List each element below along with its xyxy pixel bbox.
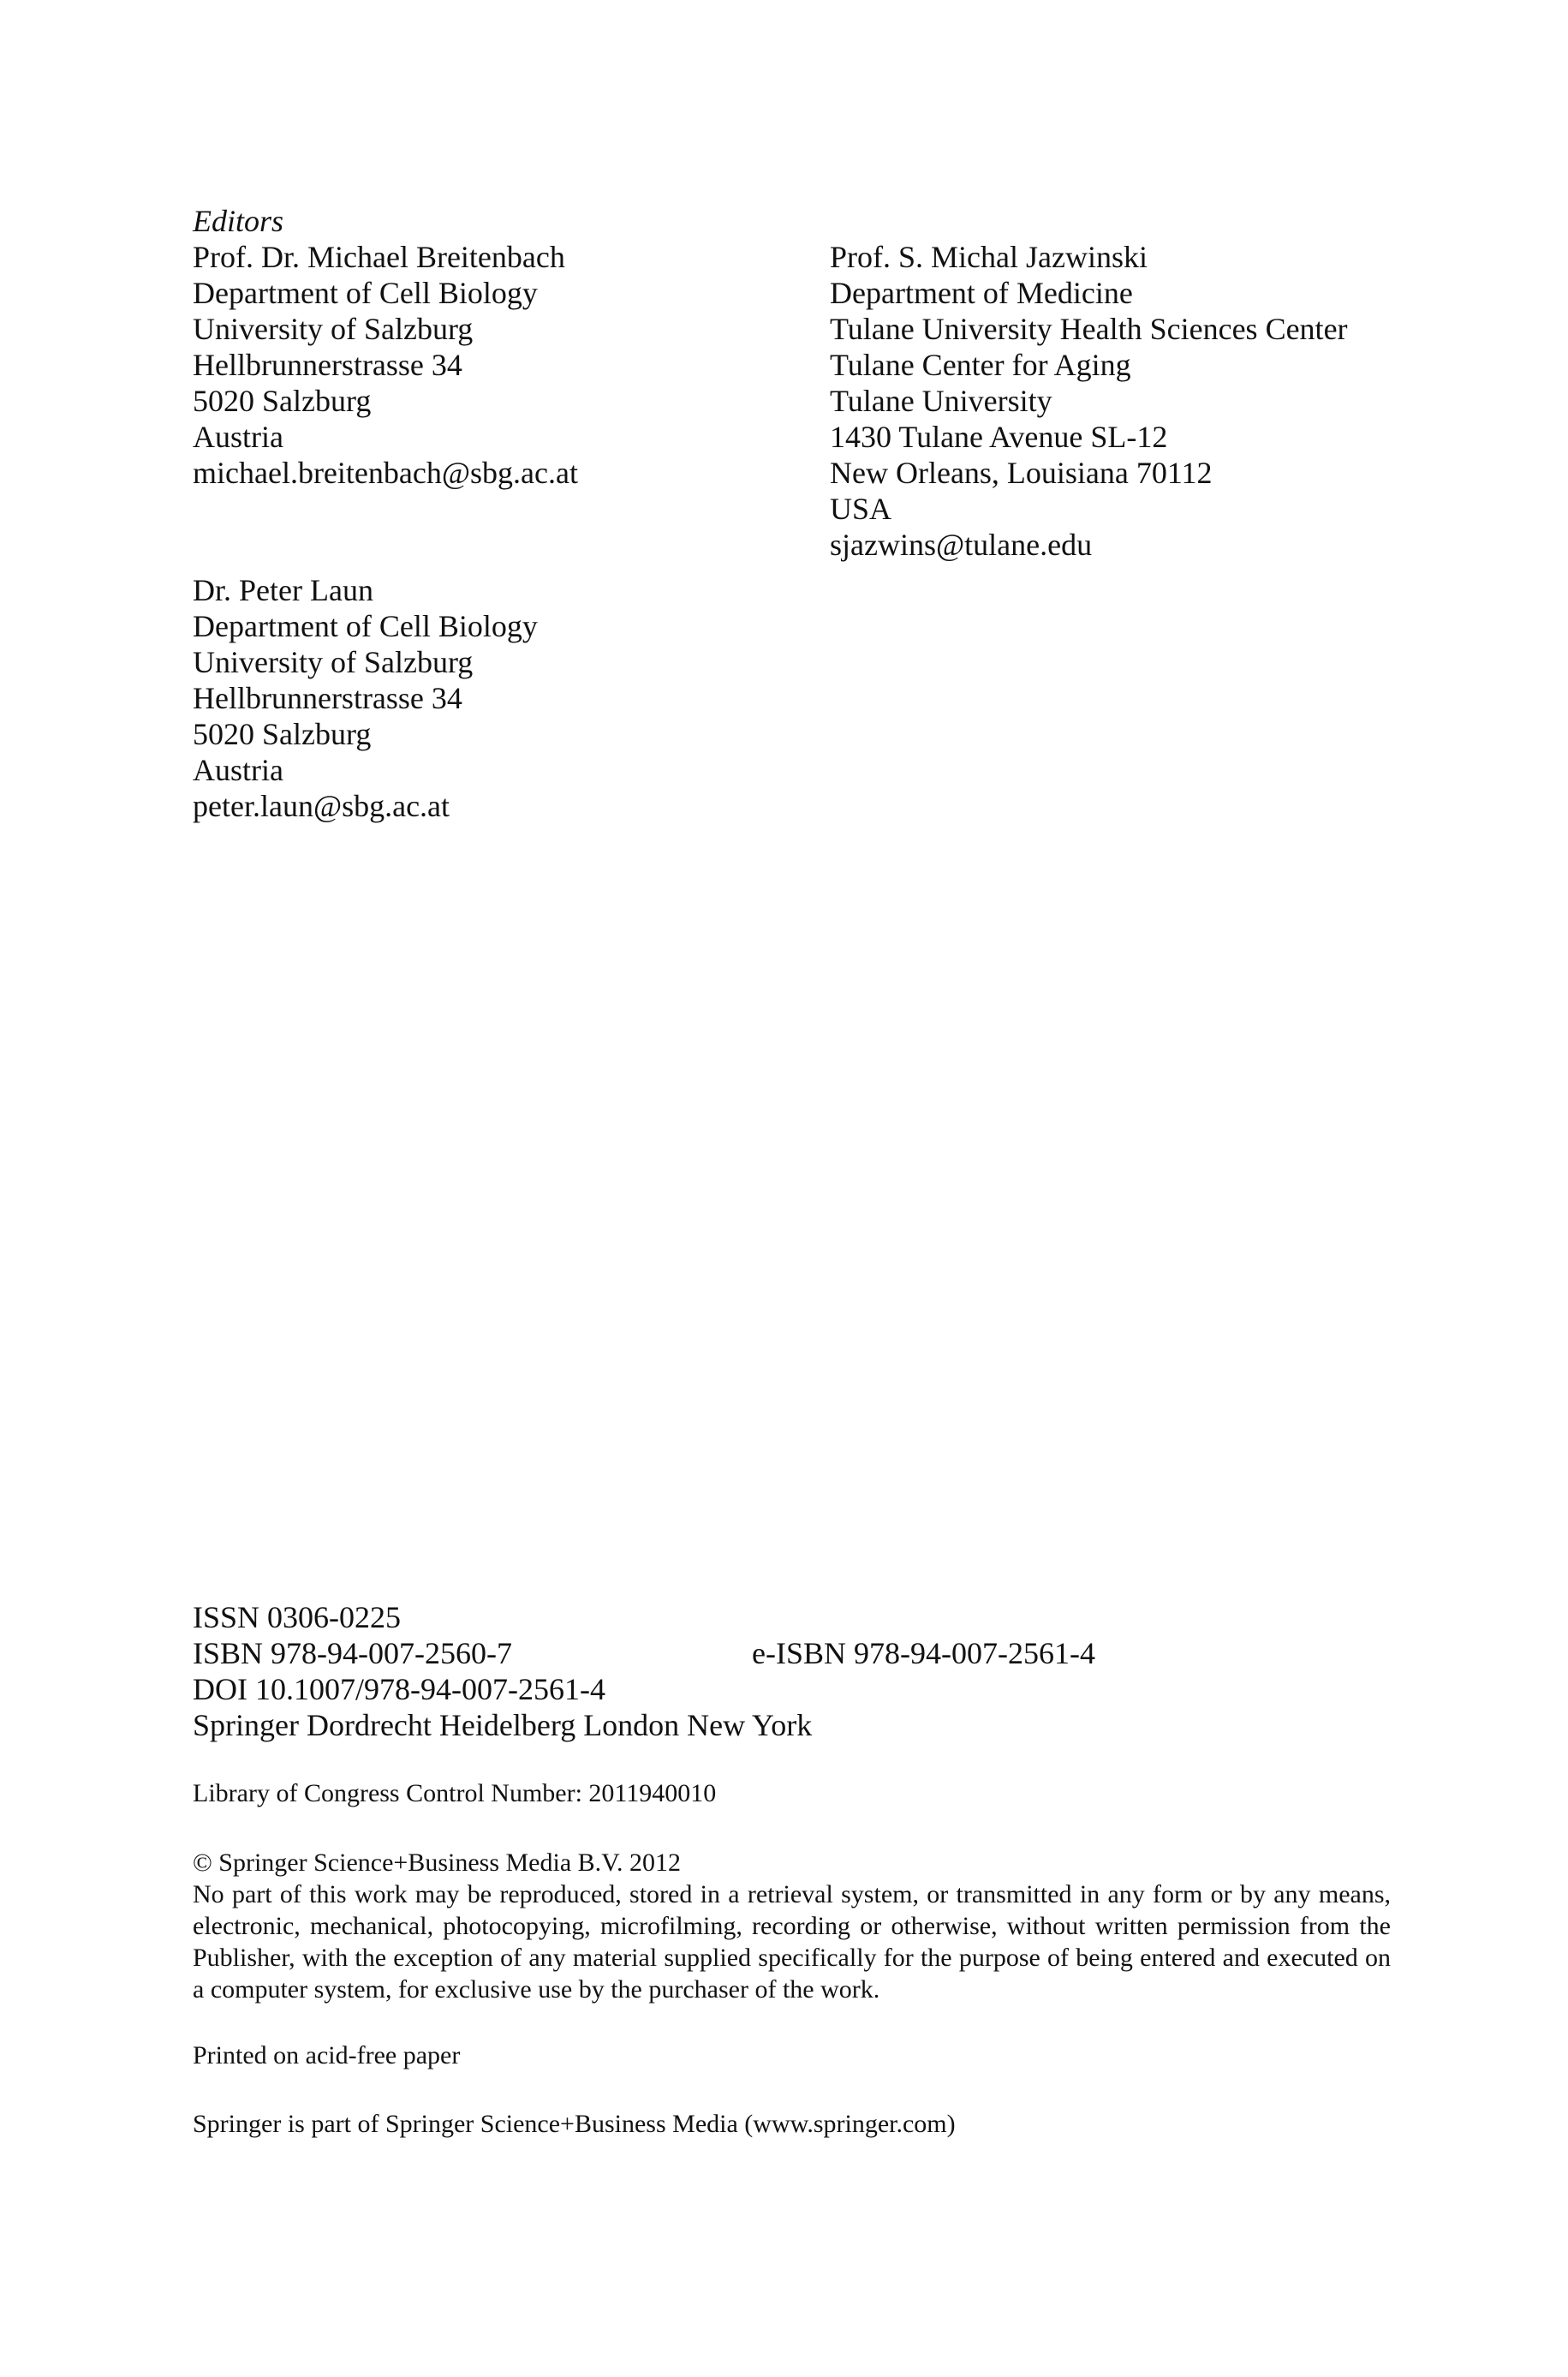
editor-name: Dr. Peter Laun <box>193 573 373 607</box>
printed-note: Printed on acid-free paper <box>193 2041 461 2069</box>
editor-city: 5020 Salzburg <box>193 717 372 751</box>
isbn: ISBN 978-94-007-2560-7 <box>193 1636 512 1670</box>
editor-country: Austria <box>193 420 283 454</box>
editor-street: Hellbrunnerstrasse 34 <box>193 681 462 715</box>
doi: DOI 10.1007/978-94-007-2561-4 <box>193 1672 605 1706</box>
copyright-line: © Springer Science+Business Media B.V. 2012 <box>193 1848 681 1877</box>
editors-heading: Editors <box>193 204 284 238</box>
editor-name: Prof. S. Michal Jazwinski <box>830 240 1148 274</box>
editor-city: New Orleans, Louisiana 70112 <box>830 456 1213 490</box>
editor-university: University of Salzburg <box>193 645 474 679</box>
editor-block-jazwinski <box>830 239 1348 563</box>
editor-country: USA <box>830 492 892 526</box>
editor-department: Department of Medicine <box>830 276 1133 310</box>
copyright-notice: No part of this work may be reproduced, stored in a retrieval system, or transmitted in any form or by any means, electronic, mechanical, photocopying, microfilming, recording or otherwise, without written permission from the Publisher, with the exception of any material supplied specifically for the purpose of being entered and executed on a computer system, for exclusive use by the purchaser of the work. <box>193 1880 1391 2004</box>
editor-department: Department of Cell Biology <box>193 276 538 310</box>
editor-university: Tulane University <box>830 384 1052 418</box>
editor-city: 5020 Salzburg <box>193 384 372 418</box>
editor-center: Tulane University Health Sciences Center <box>830 312 1348 346</box>
issn: ISSN 0306-0225 <box>193 1600 402 1634</box>
eisbn: e-ISBN 978-94-007-2561-4 <box>752 1636 1095 1670</box>
editor-email: peter.laun@sbg.ac.at <box>193 789 450 823</box>
publisher-places: Springer Dordrecht Heidelberg London New York <box>193 1708 813 1742</box>
editor-university: University of Salzburg <box>193 312 474 346</box>
editor-department: Department of Cell Biology <box>193 609 538 643</box>
copyright-block <box>193 1847 1392 2005</box>
editor-name: Prof. Dr. Michael Breitenbach <box>193 240 565 274</box>
springer-part-note: Springer is part of Springer Science+Business Media (www.springer.com) <box>193 2110 956 2138</box>
editor-subcenter: Tulane Center for Aging <box>830 348 1131 382</box>
editor-block-laun <box>193 572 538 824</box>
isbn-row <box>193 1635 1392 1671</box>
library-of-congress-number: Library of Congress Control Number: 2011940010 <box>193 1779 717 1807</box>
editor-street: 1430 Tulane Avenue SL-12 <box>830 420 1168 454</box>
bibliographic-info <box>193 1599 1392 1743</box>
editor-country: Austria <box>193 753 283 787</box>
editor-email: sjazwins@tulane.edu <box>830 528 1093 562</box>
editor-street: Hellbrunnerstrasse 34 <box>193 348 462 382</box>
editor-email: michael.breitenbach@sbg.ac.at <box>193 456 578 490</box>
editor-block-breitenbach <box>193 203 578 491</box>
